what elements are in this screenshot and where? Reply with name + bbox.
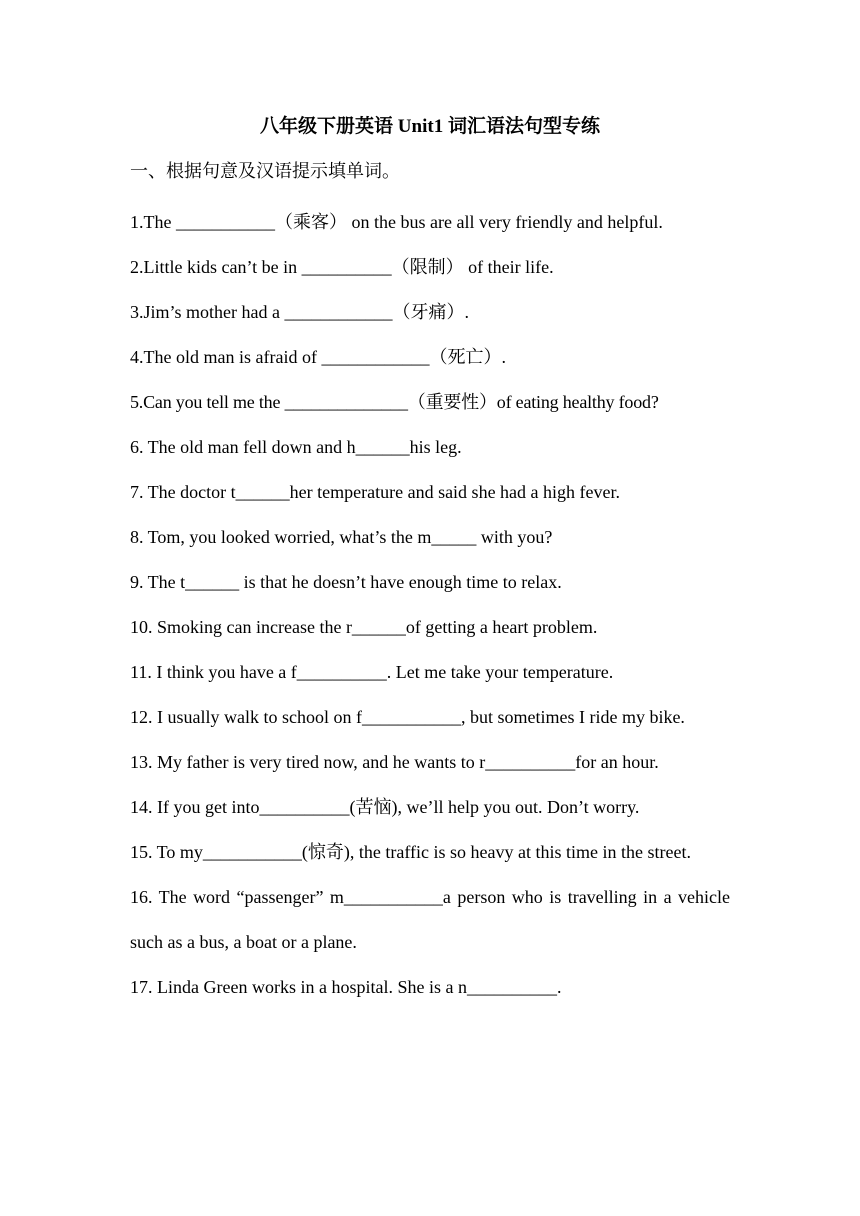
question-item: 3.Jim’s mother had a ____________（牙痛）. [130,302,469,322]
question-item: 16. The word “passenger” m___________a person who is travelling in a vehicle such as a bus, a boat or a plane. [130,887,730,952]
question-item: 17. Linda Green works in a hospital. She is a n__________. [130,977,562,997]
section-heading: 一、根据句意及汉语提示填单词。 [130,161,400,181]
worksheet-title: 八年级下册英语 Unit1 词汇语法句型专练 [260,116,600,137]
question-item: 9. The t______ is that he doesn’t have enough time to relax. [130,572,562,592]
worksheet-page [130,112,730,1010]
question-item: 5.Can you tell me the ______________（重要性）of eating healthy food? [130,392,659,412]
question-item: 13. My father is very tired now, and he wants to r__________for an hour. [130,752,659,772]
question-item: 12. I usually walk to school on f___________, but sometimes I ride my bike. [130,707,685,727]
question-item: 7. The doctor t______her temperature and said she had a high fever. [130,482,621,502]
question-item: 15. To my___________(惊奇), the traffic is so heavy at this time in the street. [130,842,691,862]
question-list [130,200,730,1010]
question-item: 11. I think you have a f__________. Let me take your temperature. [130,662,614,682]
question-item: 10. Smoking can increase the r______of getting a heart problem. [130,617,598,637]
question-item: 8. Tom, you looked worried, what’s the m_____ with you? [130,527,553,547]
question-item: 14. If you get into__________(苦恼), we’ll help you out. Don’t worry. [130,797,640,817]
question-item: 4.The old man is afraid of ____________（死亡）. [130,347,506,367]
question-item: 2.Little kids can’t be in __________（限制） of their life. [130,257,554,277]
question-item: 6. The old man fell down and h______his leg. [130,437,462,457]
question-item: 1.The ___________（乘客） on the bus are all very friendly and helpful. [130,212,663,232]
